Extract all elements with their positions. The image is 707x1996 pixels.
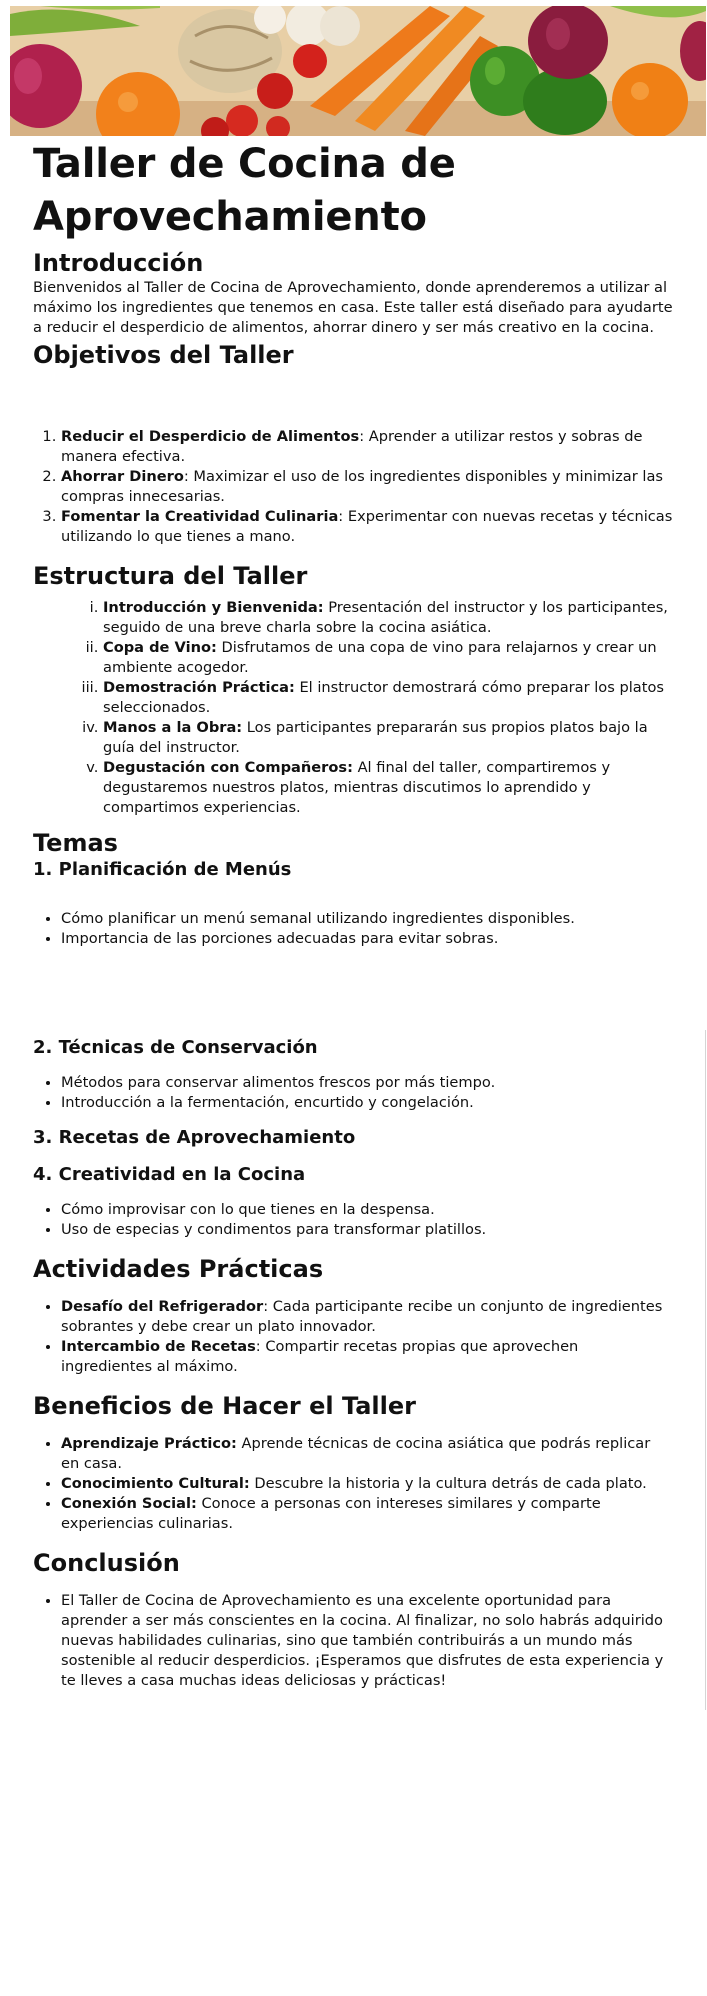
list-item: v. Degustación con Compañeros: Al final del taller, compartiremos y degustaremos nuestros platos, mientras discutimos lo aprendido y compartimos experiencias. bbox=[103, 758, 673, 818]
conclusion-list bbox=[33, 1591, 673, 1691]
structure-heading: Estructura del Taller bbox=[33, 562, 308, 590]
vegetables-banner-image bbox=[10, 6, 706, 136]
structure-list bbox=[33, 598, 673, 818]
list-item: • Conocimiento Cultural: Descubre la historia y la cultura detrás de cada plato. bbox=[61, 1474, 673, 1494]
list-item: • El Taller de Cocina de Aprovechamiento es una excelente oportunidad para aprender a ser más conscientes en la cocina. Al finalizar, no solo habrás adquirido nuevas habilidades culinarias, sino que también contribuirás a un mundo más sostenible al reducir desperdicios. ¡Esperamos que disfrutes de esta experiencia y te lleves a casa muchas ideas deliciosas y prácticas! bbox=[61, 1591, 673, 1691]
list-item: • Métodos para conservar alimentos frescos por más tiempo. bbox=[61, 1073, 673, 1093]
list-item: 2. Ahorrar Dinero: Maximizar el uso de los ingredientes disponibles y minimizar las compras innecesarias. bbox=[61, 467, 673, 507]
list-item: • Aprendizaje Práctico: Aprende técnicas de cocina asiática que podrás replicar en casa. bbox=[61, 1434, 673, 1474]
topic-2-heading: 2. Técnicas de Conservación bbox=[33, 1037, 318, 1058]
topic-4-heading: 4. Creatividad en la Cocina bbox=[33, 1164, 306, 1185]
list-item: iii. Demostración Práctica: El instructor demostrará cómo preparar los platos seleccionados. bbox=[103, 678, 673, 718]
list-item: • Cómo improvisar con lo que tienes en la despensa. bbox=[61, 1200, 673, 1220]
intro-heading: Introducción bbox=[33, 249, 204, 277]
list-item: iv. Manos a la Obra: Los participantes prepararán sus propios platos bajo la guía del instructor. bbox=[103, 718, 673, 758]
list-item: • Introducción a la fermentación, encurtido y congelación. bbox=[61, 1093, 673, 1113]
conclusion-heading: Conclusión bbox=[33, 1549, 180, 1577]
list-item: • Intercambio de Recetas: Compartir recetas propias que aprovechen ingredientes al máximo. bbox=[61, 1337, 673, 1377]
activities-heading: Actividades Prácticas bbox=[33, 1255, 324, 1283]
vegetables-illustration bbox=[10, 6, 706, 136]
topic-4-list bbox=[33, 1200, 673, 1240]
list-item: 1. Reducir el Desperdicio de Alimentos: Aprender a utilizar restos y sobras de manera efectiva. bbox=[61, 427, 673, 467]
list-item: 3. Fomentar la Creatividad Culinaria: Experimentar con nuevas recetas y técnicas utilizando lo que tienes a mano. bbox=[61, 507, 673, 547]
topic-3-heading: 3. Recetas de Aprovechamiento bbox=[33, 1127, 356, 1148]
topic-2-list bbox=[33, 1073, 673, 1113]
activities-list bbox=[33, 1297, 673, 1377]
objectives-heading: Objetivos del Taller bbox=[33, 341, 294, 369]
list-item: • Uso de especias y condimentos para transformar platillos. bbox=[61, 1220, 673, 1240]
page-edge-divider bbox=[705, 1030, 706, 1710]
topic-1-heading: 1. Planificación de Menús bbox=[33, 859, 292, 880]
benefits-heading: Beneficios de Hacer el Taller bbox=[33, 1392, 416, 1420]
document-body bbox=[33, 138, 673, 1691]
list-item: i. Introducción y Bienvenida: Presentación del instructor y los participantes, seguido de una breve charla sobre la cocina asiática. bbox=[103, 598, 673, 638]
objectives-list bbox=[33, 427, 673, 547]
intro-paragraph: Bienvenidos al Taller de Cocina de Aprovechamiento, donde aprenderemos a utilizar al máximo los ingredientes que tenemos en casa. Este taller está diseñado para ayudarte a reducir el desperdicio de alimentos, ahorrar dinero y ser más creativo en la cocina. bbox=[33, 279, 673, 336]
topics-heading: Temas bbox=[33, 829, 118, 857]
list-item: ii. Copa de Vino: Disfrutamos de una copa de vino para relajarnos y crear un ambiente acogedor. bbox=[103, 638, 673, 678]
benefits-list bbox=[33, 1434, 673, 1534]
list-item: • Importancia de las porciones adecuadas para evitar sobras. bbox=[61, 929, 673, 949]
list-item: • Desafío del Refrigerador: Cada participante recibe un conjunto de ingredientes sobrantes y debe crear un plato innovador. bbox=[61, 1297, 673, 1337]
list-item: • Conexión Social: Conoce a personas con intereses similares y comparte experiencias culinarias. bbox=[61, 1494, 673, 1534]
page-title: Taller de Cocina de Aprovechamiento bbox=[33, 141, 456, 240]
list-item: • Cómo planificar un menú semanal utilizando ingredientes disponibles. bbox=[61, 909, 673, 929]
topic-1-list bbox=[33, 909, 673, 949]
